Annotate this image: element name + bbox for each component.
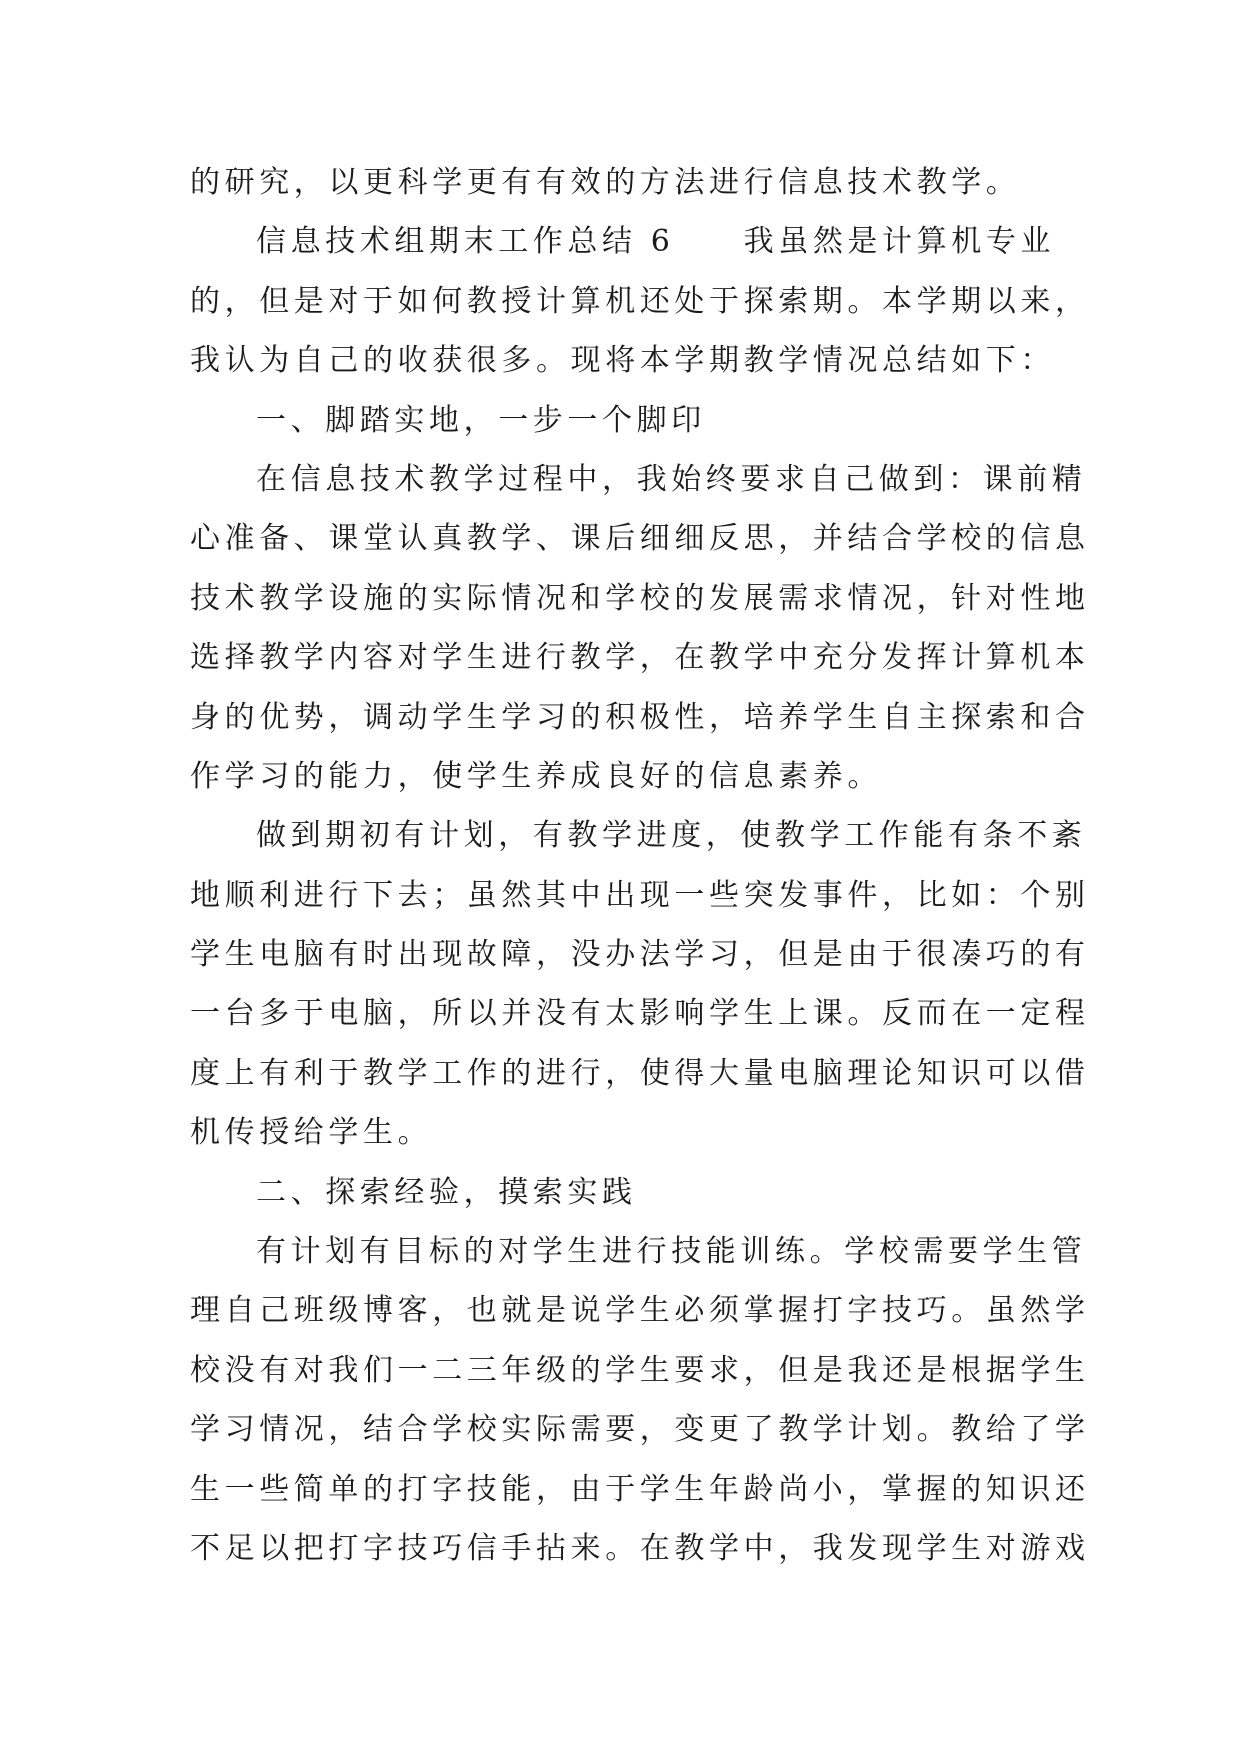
text-line: 身的优势，调动学生学习的积极性，培养学生自主探索和合 [190,699,1090,735]
text-line: 地顺利进行下去；虽然其中出现一些突发事件，比如：个别 [190,877,1090,913]
text-line: 理自己班级博客，也就是说学生必须掌握打字技巧。虽然学 [190,1293,1090,1329]
text-line: 作学习的能力，使学生养成良好的信息素养。 [190,758,882,794]
text-line: 的研究，以更科学更有有效的方法进行信息技术教学。 [190,165,1021,200]
text-line: 的，但是对于如何教授计算机还处于探索期。本学期以来， [190,283,1090,319]
text-line: 度上有利于教学工作的进行，使得大量电脑理论知识可以借 [190,1055,1090,1091]
text-line: 不足以把打字技巧信手拈来。在教学中，我发现学生对游戏 [190,1530,1090,1566]
text-line: 做到期初有计划，有教学进度，使教学工作能有条不紊 [256,818,1087,854]
text-line: 学生电脑有时出现故障，没办法学习，但是由于很凑巧的有 [190,937,1090,973]
section-heading: 一、脚踏实地，一步一个脚印 [256,402,706,438]
text-line: 学习情况，结合学校实际需要，变更了教学计划。教给了学 [190,1412,1090,1448]
text-line: 技术教学设施的实际情况和学校的发展需求情况，针对性地 [190,580,1090,616]
text-line: 机传授给学生。 [190,1115,433,1151]
text-line: 生一些简单的打字技能，由于学生年龄尚小，掌握的知识还 [190,1471,1090,1507]
text-line: 校没有对我们一二三年级的学生要求，但是我还是根据学生 [190,1352,1090,1388]
document-body [190,153,1090,1578]
text-line: 在信息技术教学过程中，我始终要求自己做到：课前精 [256,461,1087,497]
text-line: 我认为自己的收获很多。现将本学期教学情况总结如下： [190,343,1055,379]
text-line: 心准备、课堂认真教学、课后细细反思，并结合学校的信息 [190,521,1090,557]
text-line: 信息技术组期末工作总结 6 我虽然是计算机专业 [256,224,1056,260]
text-line: 选择教学内容对学生进行教学，在教学中充分发挥计算机本 [190,640,1090,676]
section-heading: 二、探索经验，摸索实践 [256,1174,637,1210]
text-line: 一台多于电脑，所以并没有太影响学生上课。反而在一定程 [190,996,1090,1032]
text-line: 有计划有目标的对学生进行技能训练。学校需要学生管 [256,1234,1087,1270]
